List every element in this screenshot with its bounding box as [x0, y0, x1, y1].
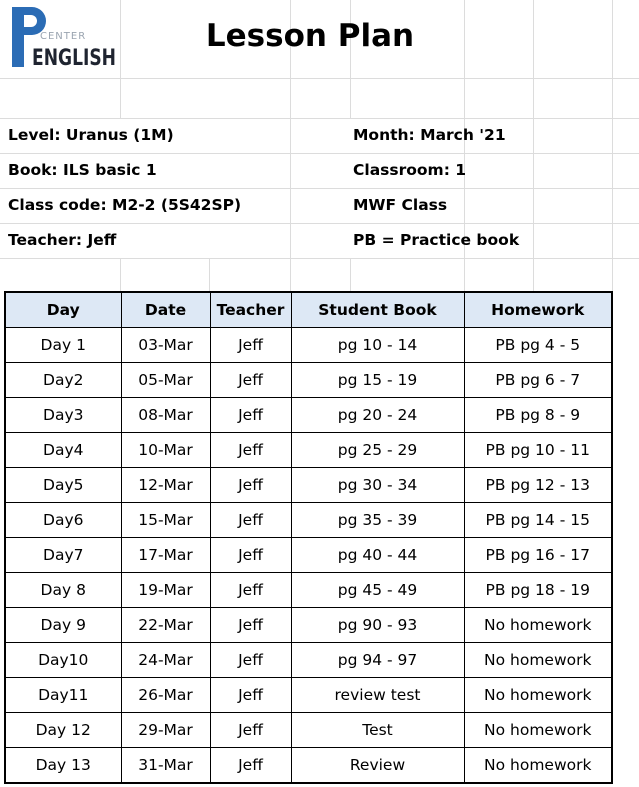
- level-label: Level: Uranus (1M): [8, 126, 174, 144]
- table-row: [5, 573, 612, 608]
- homework-cell: PB pg 10 - 11: [464, 433, 612, 468]
- homework-cell: PB pg 6 - 7: [464, 363, 612, 398]
- classroom-label: Classroom: 1: [353, 161, 467, 179]
- student-book-cell: pg 15 - 19: [291, 363, 464, 398]
- student-book-cell: pg 20 - 24: [291, 398, 464, 433]
- date-cell: 29-Mar: [121, 713, 210, 748]
- date-cell: 17-Mar: [121, 538, 210, 573]
- date-cell: 22-Mar: [121, 608, 210, 643]
- teacher-cell: Jeff: [210, 468, 291, 503]
- day-cell: Day5: [5, 468, 121, 503]
- table-row: [5, 363, 612, 398]
- date-cell: 24-Mar: [121, 643, 210, 678]
- date-cell: 08-Mar: [121, 398, 210, 433]
- day-cell: Day 1: [5, 328, 121, 363]
- day-cell: Day10: [5, 643, 121, 678]
- homework-cell: PB pg 16 - 17: [464, 538, 612, 573]
- page-title: Lesson Plan: [205, 18, 415, 54]
- practice-book-note: PB = Practice book: [353, 231, 520, 249]
- header-student-book: Student Book: [291, 292, 464, 328]
- homework-cell: PB pg 12 - 13: [464, 468, 612, 503]
- teacher-cell: Jeff: [210, 643, 291, 678]
- teacher-cell: Jeff: [210, 573, 291, 608]
- date-cell: 03-Mar: [121, 328, 210, 363]
- table-row: [5, 398, 612, 433]
- date-cell: 05-Mar: [121, 363, 210, 398]
- teacher-cell: Jeff: [210, 748, 291, 784]
- day-cell: Day2: [5, 363, 121, 398]
- day-cell: Day3: [5, 398, 121, 433]
- table-row: [5, 643, 612, 678]
- homework-cell: PB pg 14 - 15: [464, 503, 612, 538]
- day-cell: Day 8: [5, 573, 121, 608]
- teacher-cell: Jeff: [210, 363, 291, 398]
- class-code-label: Class code: M2-2 (5S42SP): [8, 196, 242, 214]
- student-book-cell: pg 30 - 34: [291, 468, 464, 503]
- day-cell: Day11: [5, 678, 121, 713]
- date-cell: 31-Mar: [121, 748, 210, 784]
- teacher-cell: Jeff: [210, 538, 291, 573]
- day-cell: Day 13: [5, 748, 121, 784]
- homework-cell: No homework: [464, 608, 612, 643]
- teacher-cell: Jeff: [210, 503, 291, 538]
- center-english-logo: [10, 5, 118, 69]
- homework-cell: PB pg 4 - 5: [464, 328, 612, 363]
- header-day: Day: [5, 292, 121, 328]
- book-label: Book: ILS basic 1: [8, 161, 157, 179]
- student-book-cell: pg 45 - 49: [291, 573, 464, 608]
- student-book-cell: pg 90 - 93: [291, 608, 464, 643]
- homework-cell: PB pg 8 - 9: [464, 398, 612, 433]
- table-header-row: [5, 292, 612, 328]
- homework-cell: No homework: [464, 713, 612, 748]
- table-row: [5, 328, 612, 363]
- student-book-cell: Test: [291, 713, 464, 748]
- student-book-cell: Review: [291, 748, 464, 784]
- date-cell: 19-Mar: [121, 573, 210, 608]
- table-row: [5, 608, 612, 643]
- table-row: [5, 748, 612, 784]
- student-book-cell: review test: [291, 678, 464, 713]
- day-cell: Day6: [5, 503, 121, 538]
- table-row: [5, 678, 612, 713]
- teacher-cell: Jeff: [210, 328, 291, 363]
- day-cell: Day 12: [5, 713, 121, 748]
- table-row: [5, 433, 612, 468]
- teacher-cell: Jeff: [210, 433, 291, 468]
- day-cell: Day4: [5, 433, 121, 468]
- table-row: [5, 503, 612, 538]
- student-book-cell: pg 10 - 14: [291, 328, 464, 363]
- day-cell: Day 9: [5, 608, 121, 643]
- teacher-cell: Jeff: [210, 608, 291, 643]
- student-book-cell: pg 40 - 44: [291, 538, 464, 573]
- schedule-label: MWF Class: [353, 196, 448, 214]
- table-row: [5, 713, 612, 748]
- day-cell: Day7: [5, 538, 121, 573]
- svg-text:ENGLISH: ENGLISH: [32, 46, 116, 71]
- date-cell: 10-Mar: [121, 433, 210, 468]
- homework-cell: No homework: [464, 748, 612, 784]
- student-book-cell: pg 35 - 39: [291, 503, 464, 538]
- header-teacher: Teacher: [210, 292, 291, 328]
- date-cell: 12-Mar: [121, 468, 210, 503]
- homework-cell: PB pg 18 - 19: [464, 573, 612, 608]
- table-row: [5, 468, 612, 503]
- homework-cell: No homework: [464, 643, 612, 678]
- student-book-cell: pg 94 - 97: [291, 643, 464, 678]
- month-label: Month: March '21: [353, 126, 506, 144]
- teacher-cell: Jeff: [210, 398, 291, 433]
- lesson-schedule-table: [4, 291, 613, 784]
- teacher-cell: Jeff: [210, 678, 291, 713]
- date-cell: 26-Mar: [121, 678, 210, 713]
- homework-cell: No homework: [464, 678, 612, 713]
- teacher-cell: Jeff: [210, 713, 291, 748]
- svg-text:CENTER: CENTER: [40, 31, 87, 42]
- teacher-label: Teacher: Jeff: [8, 231, 117, 249]
- student-book-cell: pg 25 - 29: [291, 433, 464, 468]
- date-cell: 15-Mar: [121, 503, 210, 538]
- header-homework: Homework: [464, 292, 612, 328]
- table-row: [5, 538, 612, 573]
- header-date: Date: [121, 292, 210, 328]
